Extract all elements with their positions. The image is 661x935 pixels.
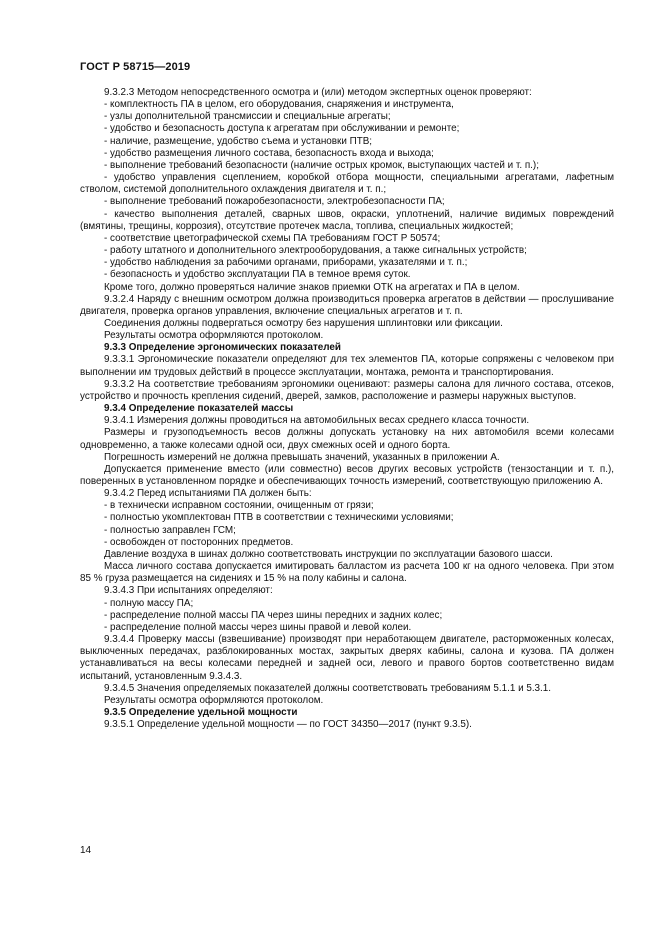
list-item: - комплектность ПА в целом, его оборудования, снаряжения и инструмента, [104,99,454,111]
list-item: - удобство наблюдения за рабочими органами, приборами, указателями и т. п.; [104,257,468,269]
list-item: - узлы дополнительной трансмиссии и специальные агрегаты; [104,111,391,123]
page-number: 14 [80,845,92,856]
list-item: - выполнение требований пожаробезопасности, электробезопасности ПА; [104,196,445,208]
paragraph-9-3-3-1: 9.3.3.1 Эргономические показатели определяют для тех элементов ПА, которые сопряжены с человеком при выполнении им трудовых действий в процессе эксплуатации, монтажа, ремонта и транспортирования. [80,354,614,378]
paragraph-9-3-3-2: 9.3.3.2 На соответствие требованиям эргономики оценивают: размеры салона для личного состава, отсеков, устройство и прочность крепления сидений, дверей, замков, расположение и размеры наружных выступов. [80,378,614,402]
list-item: - качество выполнения деталей, сварных швов, окраски, уплотнений, наличие видимых повреждений (вмятины, трещины, коррозия), отсутствие протечек масла, топлива, специальных жидкостей; [80,208,614,232]
list-item: - полную массу ПА; [104,597,194,609]
list-item: - удобство размещения личного состава, безопасность входа и выхода; [104,147,434,159]
paragraph: Давление воздуха в шинах должно соответствовать инструкции по эксплуатации базового шасси. [104,548,553,560]
list-item: - освобожден от посторонних предметов. [104,536,294,548]
section-heading-9-3-3: 9.3.3 Определение эргономических показателей [104,342,341,354]
list-item: - соответствие цветографической схемы ПА требованиям ГОСТ Р 50574; [104,232,441,244]
list-item: - полностью укомплектован ПТВ в соответствии с техническими условиями; [104,512,454,524]
list-item: - безопасность и удобство эксплуатации ПА в темное время суток. [104,269,411,281]
paragraph-9-3-4-5: 9.3.4.5 Значения определяемых показателей должны соответствовать требованиям 5.1.1 и 5.3.1. [104,682,552,694]
paragraph-9-3-2-4: 9.3.2.4 Наряду с внешним осмотром должна производиться проверка агрегатов в действии — прослушивание двигателя, проверка органов управления, включение специальных агрегатов и т. п. [80,293,614,317]
paragraph-9-3-4-4: 9.3.4.4 Проверку массы (взвешивание) производят при неработающем двигателе, расторможенных колесах, выключенных передачах, разблокированных мостах, закрытых дверях кабины, салона и кузова. ПА должен устанавливаться на весы колесами передней и задней оси, левого и правого бортов соответственно видам испытаний, установленным 9.3.4.3. [80,634,614,682]
list-item: - наличие, размещение, удобство съема и установки ПТВ; [104,135,373,147]
list-item: - удобство управления сцеплением, коробкой отбора мощности, специальными агрегатами, лафетным стволом, системой дополнительного охлаждения двигателя и т. п.; [80,172,614,196]
list-item: - в технически исправном состоянии, очищенным от грязи; [104,500,374,512]
list-item: - распределение полной массы через шины правой и левой колеи. [104,621,412,633]
document-body [80,87,614,731]
list-item: - распределение полной массы ПА через шины передних и задних колес; [104,609,443,621]
paragraph: Результаты осмотра оформляются протоколом. [104,694,324,706]
document-header: ГОСТ Р 58715—2019 [80,61,191,73]
section-heading-9-3-5: 9.3.5 Определение удельной мощности [104,706,298,718]
paragraph-9-3-4-1: 9.3.4.1 Измерения должны проводиться на автомобильных весах среднего класса точности. [104,415,530,427]
paragraph: Допускается применение вместо (или совместно) весов других весовых устройств (тензостанции и т. п.), поверенных в установленном порядке и обеспечивающих точность измерений, соответствующую приложению А. [80,463,614,487]
section-heading-9-3-4: 9.3.4 Определение показателей массы [104,403,294,415]
list-item: - полностью заправлен ГСМ; [104,524,236,536]
paragraph: Масса личного состава допускается имитировать балластом из расчета 100 кг на одного человека. При этом 85 % груза размещается на сидениях и 15 % на полу кабины и салона. [80,561,614,585]
list-item: - выполнение требований безопасности (наличие острых кромок, выступающих частей и т. п.); [104,159,539,171]
paragraph-9-3-2-3: 9.3.2.3 Методом непосредственного осмотра и (или) методом экспертных оценок проверяют: [104,87,532,98]
paragraph-9-3-4-2: 9.3.4.2 Перед испытаниями ПА должен быть: [104,488,312,500]
list-item: - работу штатного и дополнительного электрооборудования, а также сигнальных устройств; [104,245,527,257]
paragraph: Кроме того, должно проверяться наличие знаков приемки ОТК на агрегатах и ПА в целом. [104,281,520,293]
list-item: - удобство и безопасность доступа к агрегатам при обслуживании и ремонте; [104,123,460,135]
paragraph: Соединения должны подвергаться осмотру без нарушения шплинтовки или фиксации. [104,317,503,329]
paragraph: Результаты осмотра оформляются протоколом. [104,330,324,342]
paragraph-9-3-5-1: 9.3.5.1 Определение удельной мощности — по ГОСТ 34350—2017 (пункт 9.3.5). [104,719,472,731]
paragraph-9-3-4-3: 9.3.4.3 При испытаниях определяют: [104,585,273,597]
paragraph: Размеры и грузоподъемность весов должны допускать установку на них автомобиля всеми колесами одновременно, а также колесами одной оси, двух смежных осей и одного борта. [80,427,614,451]
paragraph: Погрешность измерений не должна превышать значений, указанных в приложении А. [104,451,500,463]
